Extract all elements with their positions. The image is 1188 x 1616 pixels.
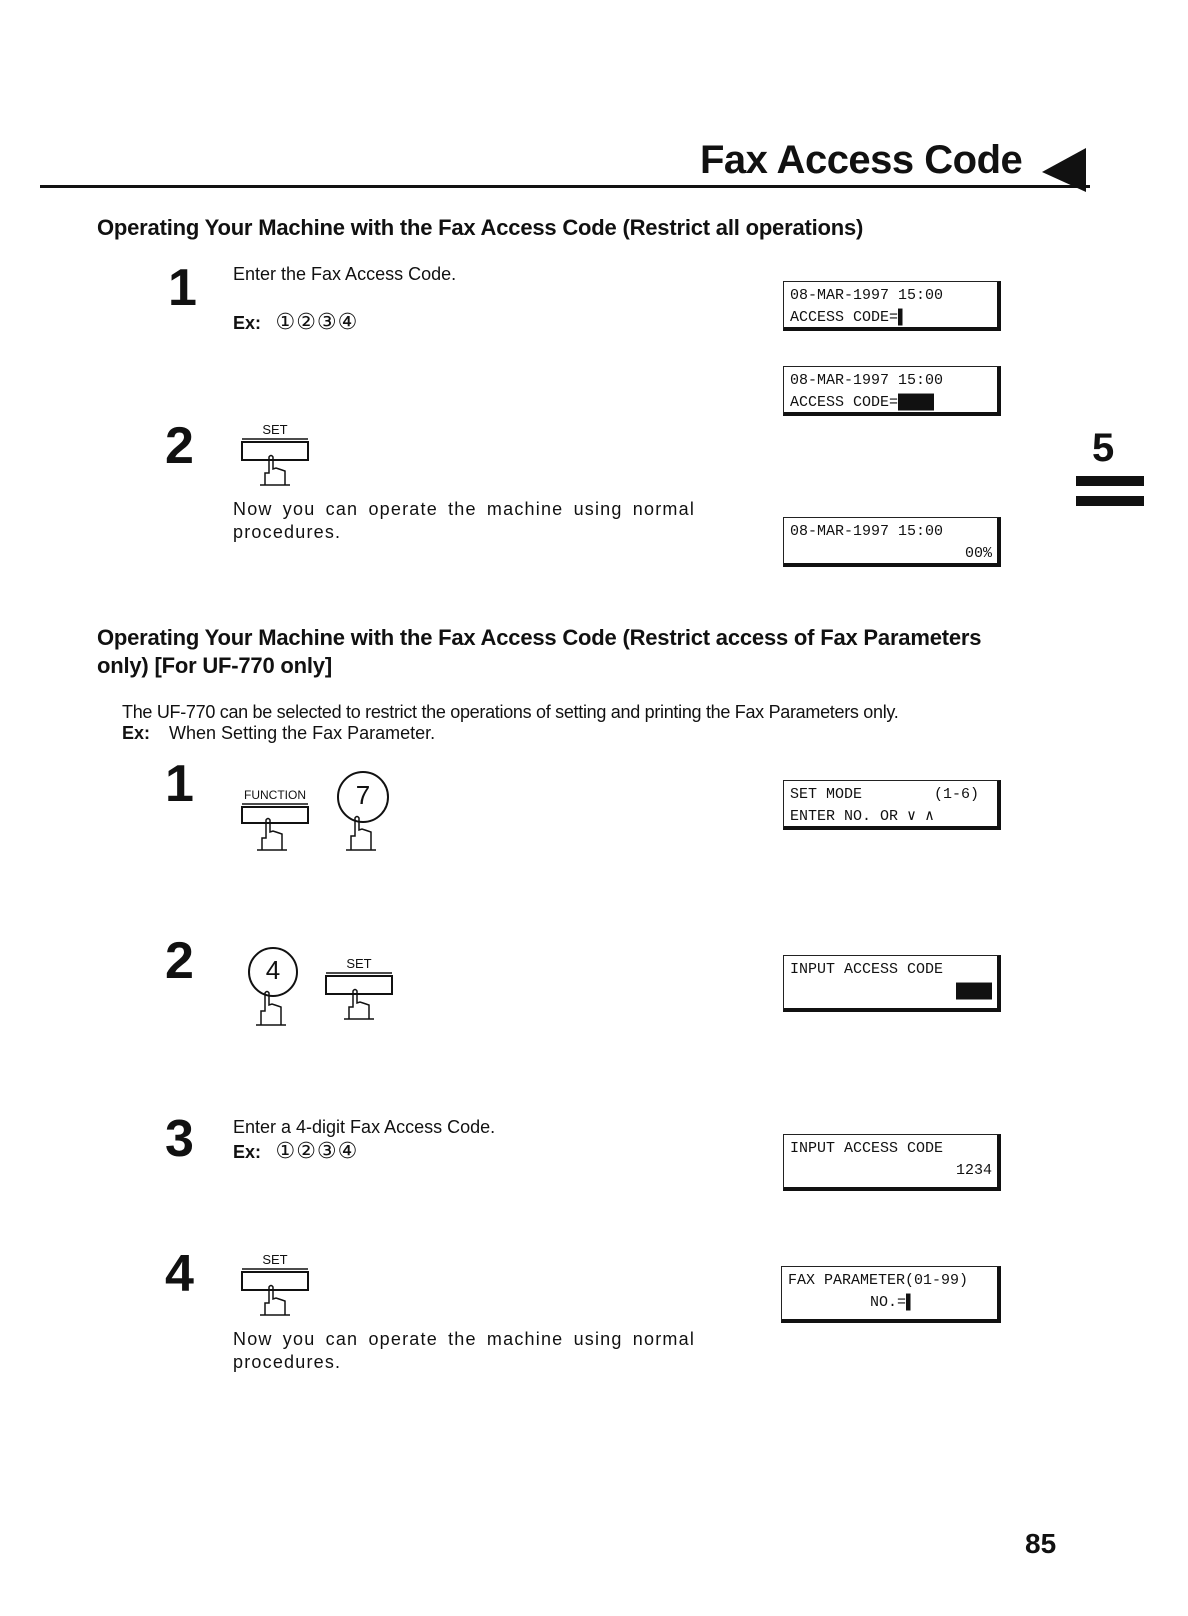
intro-text: The UF-770 can be selected to restrict the operations of setting and printing the Fax Parameters only. xyxy=(122,702,899,722)
example-keys: ①②③④ xyxy=(275,1139,359,1164)
step-text: Enter the Fax Access Code. xyxy=(233,264,457,284)
finger-press-icon xyxy=(322,971,396,1021)
lcd-line: ACCESS CODE=████ xyxy=(790,394,935,411)
page-title: Fax Access Code xyxy=(700,138,1023,182)
chapter-bar xyxy=(1076,496,1144,506)
lcd-display xyxy=(783,517,1001,567)
lcd-line: SET MODE (1-6) xyxy=(790,786,980,803)
key-label: SET xyxy=(262,422,288,437)
function-key xyxy=(238,788,312,857)
key-label: FUNCTION xyxy=(244,788,306,802)
lcd-line: 00% xyxy=(964,545,992,562)
lcd-line: ENTER NO. OR ∨ ∧ xyxy=(790,808,935,825)
key-label: 7 xyxy=(355,780,371,810)
set-key xyxy=(238,422,312,492)
key-label: SET xyxy=(262,1252,288,1267)
section-heading-line: Operating Your Machine with the Fax Access Code (Restrict access of Fax Parameters xyxy=(97,625,982,650)
lcd-line: 08-MAR-1997 15:00 xyxy=(790,523,944,540)
lcd-line: ████ xyxy=(955,983,992,1000)
example-label: Ex: xyxy=(122,723,151,743)
key-label: SET xyxy=(346,956,372,971)
finger-press-icon xyxy=(238,437,312,487)
step-number: 2 xyxy=(165,932,194,990)
number-key xyxy=(243,945,303,1030)
example-label: Ex: xyxy=(233,313,262,333)
step-text: Enter a 4-digit Fax Access Code. xyxy=(233,1117,496,1137)
example-text: When Setting the Fax Parameter. xyxy=(169,723,436,743)
step-number: 3 xyxy=(165,1110,194,1168)
example xyxy=(233,310,358,335)
left-arrow-icon xyxy=(1040,146,1090,196)
header-divider xyxy=(40,185,1090,188)
finger-press-icon xyxy=(238,1267,312,1317)
lcd-display xyxy=(783,281,1001,331)
page-number: 85 xyxy=(1025,1528,1057,1559)
step-number: 2 xyxy=(165,417,194,475)
step-number: 1 xyxy=(168,259,197,317)
example-label: Ex: xyxy=(233,1142,262,1162)
lcd-display xyxy=(783,780,1001,830)
lcd-display xyxy=(783,366,1001,416)
lcd-line: ACCESS CODE=▌ xyxy=(790,309,908,326)
lcd-line: 08-MAR-1997 15:00 xyxy=(790,287,944,304)
example-keys: ①②③④ xyxy=(275,310,359,335)
step-number: 1 xyxy=(165,755,194,813)
finger-press-icon xyxy=(238,802,312,852)
chapter-bar xyxy=(1076,476,1144,486)
lcd-display xyxy=(783,1134,1001,1191)
step-text: Now you can operate the machine using normal procedures. xyxy=(233,1329,696,1372)
step-number: 4 xyxy=(165,1245,194,1303)
example xyxy=(122,722,435,745)
set-key xyxy=(322,956,396,1026)
lcd-line: INPUT ACCESS CODE xyxy=(790,1140,944,1157)
lcd-line: FAX PARAMETER(01-99) xyxy=(788,1272,969,1289)
step-text: Now you can operate the machine using normal procedures. xyxy=(233,499,696,542)
section-heading-line: only) [For UF-770 only] xyxy=(97,653,332,678)
example xyxy=(233,1139,358,1164)
chapter-number: 5 xyxy=(1092,426,1115,470)
lcd-line: 1234 xyxy=(955,1162,992,1179)
lcd-display xyxy=(781,1266,1001,1323)
section-heading: Operating Your Machine with the Fax Access Code (Restrict all operations) xyxy=(97,215,864,240)
lcd-line: 08-MAR-1997 15:00 xyxy=(790,372,944,389)
key-label: 4 xyxy=(265,955,281,985)
lcd-display xyxy=(783,955,1001,1012)
lcd-line: NO.=▌ xyxy=(870,1294,916,1311)
number-key xyxy=(334,770,394,855)
set-key xyxy=(238,1252,312,1322)
section-heading xyxy=(97,624,981,680)
lcd-line: INPUT ACCESS CODE xyxy=(790,961,944,978)
